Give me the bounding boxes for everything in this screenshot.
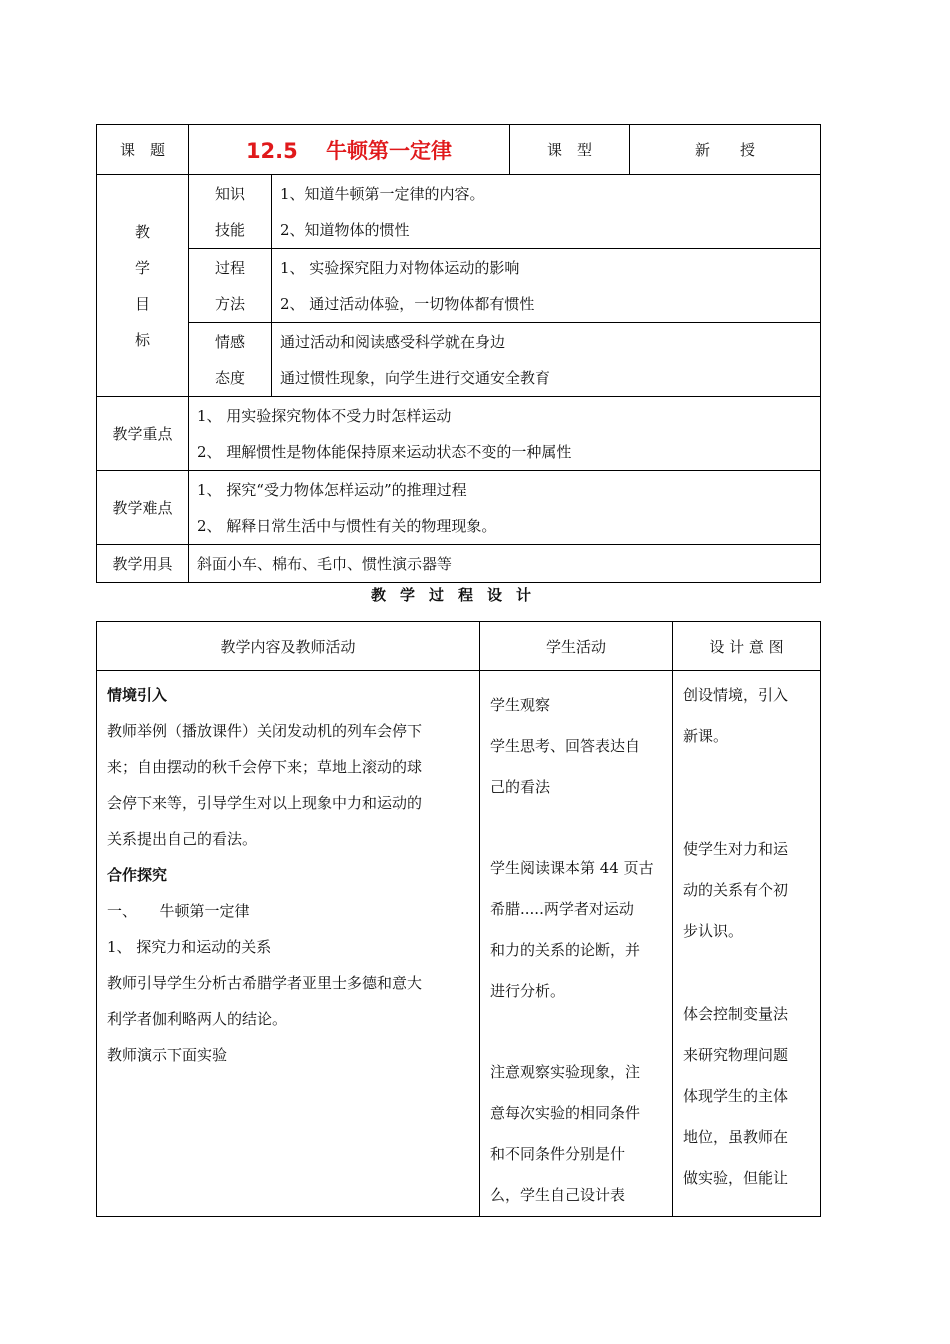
process-table — [96, 621, 821, 1217]
teacher-activity: 情境引入 教师举例（播放课件）关闭发动机的列车会停下 来；自由摆动的秋千会停下来；草地上滚动的球 会停下来等，引导学生对以上现象中力和运动的 关系提出自己的看法。 合作探究 一、 牛顿第一定律 1、 探究力和运动的关系 教师引导学生分析古希腊学者亚里士多德和意大 利学者伽利略两人的结论。 教师演示下面实验 — [97, 671, 480, 1217]
topic-label: 课 题 — [97, 125, 189, 175]
type-label: 课 型 — [510, 125, 630, 175]
lesson-title: 12.5 牛顿第一定律 — [189, 125, 510, 175]
difficulties: 1、 探究“受力物体怎样运动”的推理过程 2、 解释日常生活中与惯性有关的物理现象。 — [189, 471, 821, 545]
goal-knowledge: 1、知道牛顿第一定律的内容。 2、知道物体的惯性 — [272, 175, 821, 249]
col-header-teacher: 教学内容及教师活动 — [97, 622, 480, 671]
tools: 斜面小车、棉布、毛巾、惯性演示器等 — [189, 545, 821, 583]
goal-head-attitude: 情感 态度 — [189, 323, 272, 397]
key-points: 1、 用实验探究物体不受力时怎样运动 2、 理解惯性是物体能保持原来运动状态不变的一种属性 — [189, 397, 821, 471]
goals-label: 教 学 目 标 — [97, 175, 189, 397]
student-activity: 学生观察 学生思考、回答表达自 己的看法 学生阅读课本第 44 页古 希腊.....两学者对运动 和力的关系的论断，并 进行分析。 注意观察实验现象，注 意每次实验的相同条件 和不同条件分别是什 么，学生自己设计表 — [480, 671, 673, 1217]
col-header-intent: 设 计 意 图 — [673, 622, 821, 671]
key-points-label: 教学重点 — [97, 397, 189, 471]
type-value: 新 授 — [630, 125, 821, 175]
process-section-title: 教学过程设计 — [370, 586, 545, 604]
intro-title: 情境引入 — [107, 686, 168, 704]
difficulties-label: 教学难点 — [97, 471, 189, 545]
goal-head-process: 过程 方法 — [189, 249, 272, 323]
design-intent: 创设情境，引入 新课。 使学生对力和运 动的关系有个初 步认识。 体会控制变量法 来研究物理问题 体现学生的主体 地位，虽教师在 做实验，但能让 — [673, 671, 821, 1217]
tools-label: 教学用具 — [97, 545, 189, 583]
lesson-info-table — [96, 124, 821, 583]
col-header-student: 学生活动 — [480, 622, 673, 671]
explore-title: 合作探究 — [107, 866, 168, 884]
goal-attitude: 通过活动和阅读感受科学就在身边 通过惯性现象，向学生进行交通安全教育 — [272, 323, 821, 397]
goal-head-knowledge: 知识 技能 — [189, 175, 272, 249]
goal-process: 1、 实验探究阻力对物体运动的影响 2、 通过活动体验，一切物体都有惯性 — [272, 249, 821, 323]
